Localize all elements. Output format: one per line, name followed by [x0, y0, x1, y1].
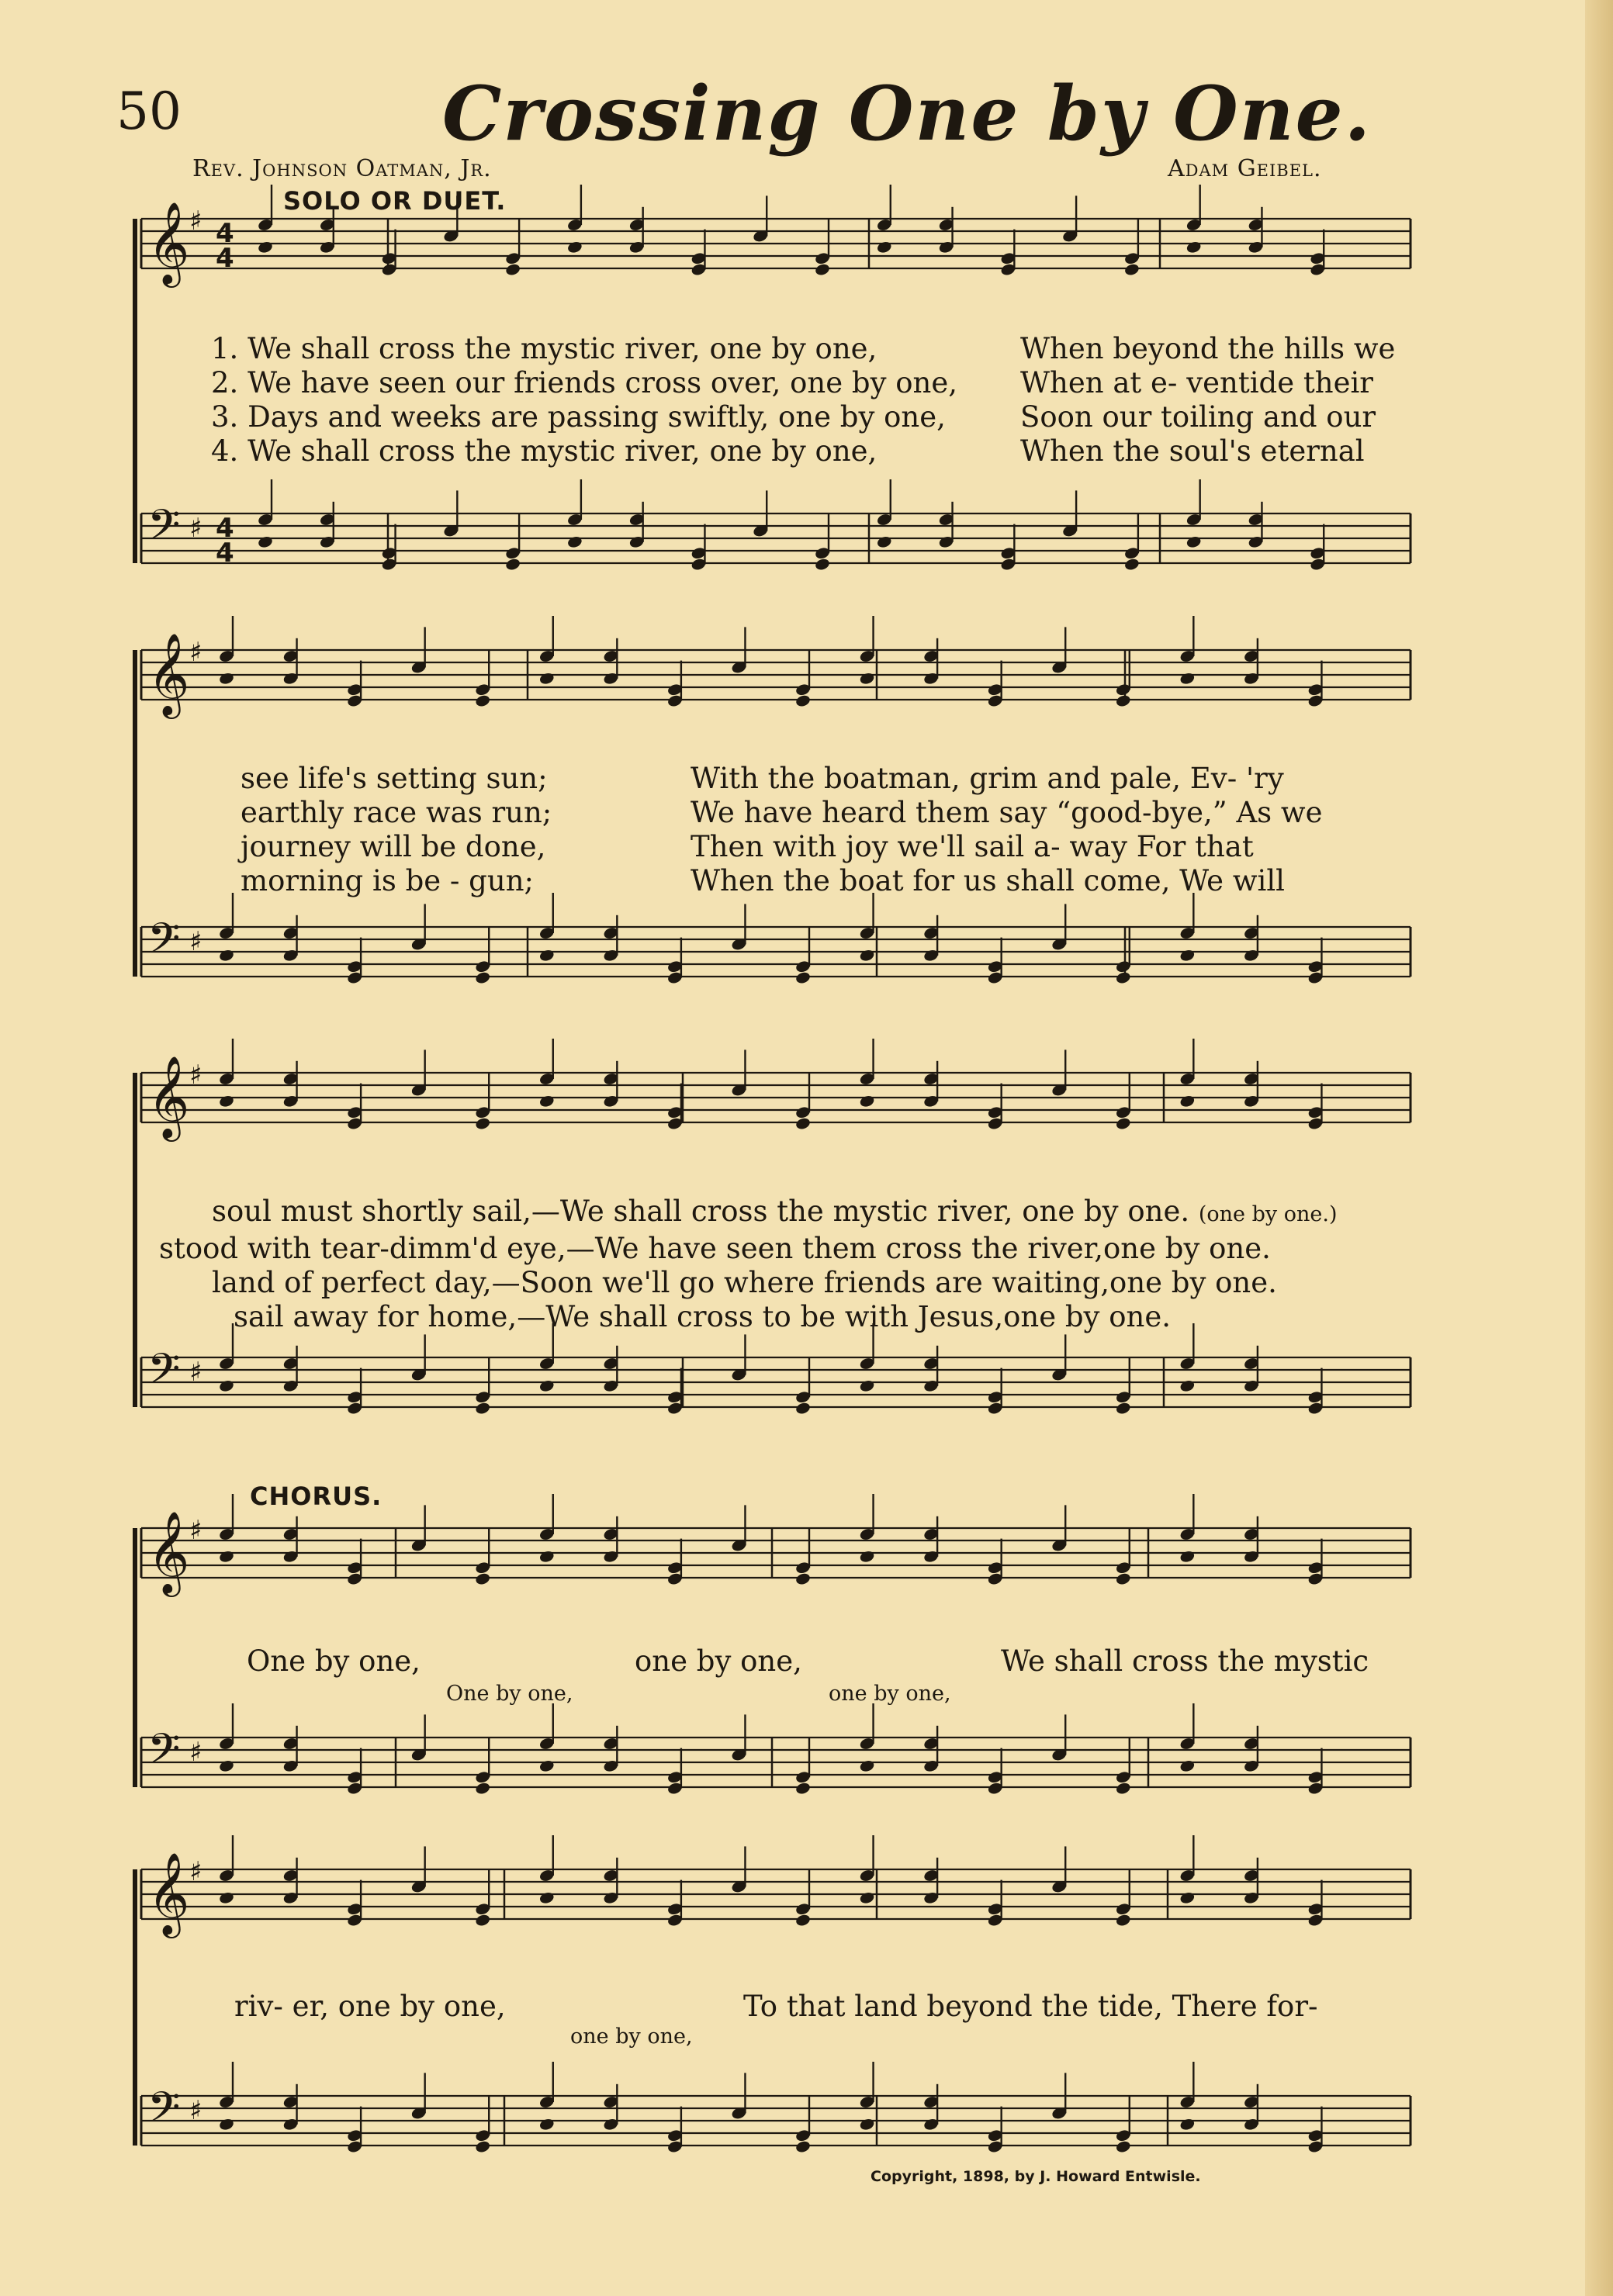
lyricist-credit: Rev. Johnson Oatman, Jr.	[192, 155, 492, 182]
note-head	[1179, 949, 1196, 963]
verse-line: When the boat for us shall come, We will	[691, 864, 1285, 897]
note-head	[218, 2118, 234, 2132]
note-head	[859, 1550, 875, 1564]
key-signature-sharp: ♯	[189, 206, 202, 237]
treble-clef: 𝄞	[147, 1055, 190, 1138]
page-number: 50	[116, 81, 182, 141]
composer-credit: Adam Geibel.	[1168, 155, 1322, 182]
verse-line: 4. We shall cross the mystic river, one by one,	[211, 434, 877, 468]
hymn-title: Crossing One by One.	[442, 70, 1372, 157]
echo-lyric-1: One by one,	[446, 1682, 573, 1706]
echo-text: (one by one.)	[1198, 1202, 1338, 1226]
bass-clef: 𝄢	[147, 1344, 181, 1404]
solo-marking: SOLO OR DUET.	[283, 186, 507, 216]
note-head	[538, 1379, 555, 1393]
note-head	[1115, 1572, 1131, 1585]
note-head	[1115, 693, 1131, 707]
note-head	[475, 970, 491, 984]
system1-verse-col2	[1020, 332, 1395, 469]
note-head	[538, 1759, 555, 1773]
note-head	[538, 672, 555, 686]
note-head	[218, 1379, 234, 1393]
note-head	[794, 1116, 811, 1130]
note-head	[859, 2118, 875, 2132]
note-head	[794, 1572, 811, 1585]
verse-line: stood with tear-dimm'd eye,—We have seen them cross the river,one by one.	[159, 1232, 1271, 1265]
note-head	[859, 672, 875, 686]
note-head	[257, 535, 273, 549]
verse-line: earthly race was run;	[241, 796, 552, 829]
note-head	[1179, 1094, 1196, 1108]
key-signature-sharp: ♯	[189, 637, 202, 668]
note-head	[1115, 1401, 1131, 1415]
note-head	[218, 1094, 234, 1108]
note-head	[859, 1891, 875, 1905]
note-head	[538, 1094, 555, 1108]
treble-clef: 𝄞	[147, 632, 190, 715]
verse-line: When beyond the hills we	[1020, 332, 1396, 365]
note-head	[538, 949, 555, 963]
verse-line: 1. We shall cross the mystic river, one by one,	[211, 332, 877, 365]
verse-line: see life's setting sun;	[241, 762, 548, 795]
verse-line: Soon our toiling and our	[1020, 400, 1376, 434]
note-head	[218, 949, 234, 963]
copyright-notice: Copyright, 1898, by J. Howard Entwisle.	[871, 2168, 1201, 2185]
note-head	[814, 557, 830, 571]
chorus-lyric-2: one by one,	[635, 1644, 802, 1678]
key-signature-sharp: ♯	[189, 926, 202, 957]
note-head	[218, 1550, 234, 1564]
note-head	[475, 693, 491, 707]
time-signature: 4	[216, 513, 234, 544]
note-head	[1186, 535, 1202, 549]
treble-clef: 𝄞	[147, 201, 190, 284]
note-head	[538, 1550, 555, 1564]
echo-lyric-2: one by one,	[829, 1682, 951, 1706]
note-head	[1115, 1781, 1131, 1795]
note-head	[794, 1401, 811, 1415]
system3-verse	[159, 1195, 1337, 1334]
note-head	[876, 240, 892, 254]
note-head	[794, 693, 811, 707]
key-signature-sharp: ♯	[189, 1737, 202, 1768]
chorus-lyric-3: We shall cross the mystic	[1001, 1644, 1369, 1678]
verse-line: We have heard them say “good-bye,” As we	[691, 796, 1323, 829]
verse-line: 2. We have seen our friends cross over, one by one,	[211, 366, 957, 399]
bass-clef: 𝄢	[147, 1724, 181, 1784]
note-head	[1179, 1550, 1196, 1564]
note-head	[1179, 672, 1196, 686]
chorus-marking: CHORUS.	[250, 1482, 382, 1511]
note-head	[1123, 262, 1140, 276]
note-head	[1115, 1913, 1131, 1927]
note-head	[504, 557, 521, 571]
system1-verse-col1	[211, 332, 957, 469]
note-head	[257, 240, 273, 254]
note-head	[218, 672, 234, 686]
treble-clef: 𝄞	[147, 1510, 190, 1593]
note-head	[218, 1891, 234, 1905]
bass-clef: 𝄢	[147, 914, 181, 973]
bass-clef: 𝄢	[147, 2083, 181, 2142]
echo-lyric-3: one by one,	[570, 2025, 693, 2049]
note-head	[566, 535, 583, 549]
treble-clef: 𝄞	[147, 1852, 190, 1935]
note-head	[218, 1759, 234, 1773]
note-head	[475, 1781, 491, 1795]
note-head	[1179, 1379, 1196, 1393]
note-head	[794, 1913, 811, 1927]
verse-line: land of perfect day,—Soon we'll go where friends are waiting,one by one.	[212, 1266, 1277, 1299]
note-head	[1115, 2139, 1131, 2153]
verse-line: sail away for home,—We shall cross to be with Jesus,one by one.	[234, 1300, 1171, 1333]
note-head	[475, 1913, 491, 1927]
verse-line: With the boatman, grim and pale, Ev- 'ry	[691, 762, 1284, 795]
system2-verse-col1	[241, 762, 552, 898]
note-head	[538, 1891, 555, 1905]
note-head	[504, 262, 521, 276]
note-head	[1186, 240, 1202, 254]
note-head	[794, 1781, 811, 1795]
note-head	[859, 1759, 875, 1773]
note-head	[1115, 970, 1131, 984]
verse-line: Then with joy we'll sail a- way For that	[691, 830, 1254, 863]
note-head	[475, 2139, 491, 2153]
note-head	[1179, 1759, 1196, 1773]
bass-clef: 𝄢	[147, 500, 181, 560]
verse-line: When at e- ventide their	[1020, 366, 1373, 399]
time-signature: 4	[216, 538, 234, 569]
verse-line: morning is be - gun;	[241, 864, 534, 897]
time-signature: 4	[216, 243, 234, 274]
verse-line: soul must shortly sail,—We shall cross the mystic river, one by one. (one by one.)	[212, 1195, 1338, 1228]
note-head	[475, 1116, 491, 1130]
note-head	[1179, 2118, 1196, 2132]
note-head	[475, 1572, 491, 1585]
note-head	[859, 1379, 875, 1393]
key-signature-sharp: ♯	[189, 1515, 202, 1546]
note-head	[876, 535, 892, 549]
verse-line: When the soul's eternal	[1020, 434, 1365, 468]
key-signature-sharp: ♯	[189, 513, 202, 544]
note-head	[475, 1401, 491, 1415]
key-signature-sharp: ♯	[189, 1856, 202, 1887]
key-signature-sharp: ♯	[189, 1357, 202, 1388]
chorus-lyric-4: riv- er, one by one,	[234, 1990, 506, 2023]
note-head	[566, 240, 583, 254]
note-head	[1115, 1116, 1131, 1130]
note-head	[859, 949, 875, 963]
note-head	[1123, 557, 1140, 571]
verse-line: 3. Days and weeks are passing swiftly, one by one,	[211, 400, 946, 434]
key-signature-sharp: ♯	[189, 2095, 202, 2126]
verse-line: journey will be done,	[241, 830, 546, 863]
note-head	[814, 262, 830, 276]
key-signature-sharp: ♯	[189, 1060, 202, 1091]
chorus-lyric-1: One by one,	[247, 1644, 421, 1678]
time-signature: 4	[216, 218, 234, 249]
chorus-lyric-5: To that land beyond the tide, There for-	[743, 1990, 1318, 2023]
system2-verse-col2	[691, 762, 1323, 898]
note-head	[794, 2139, 811, 2153]
note-head	[538, 2118, 555, 2132]
note-head	[794, 970, 811, 984]
note-head	[859, 1094, 875, 1108]
note-head	[1179, 1891, 1196, 1905]
